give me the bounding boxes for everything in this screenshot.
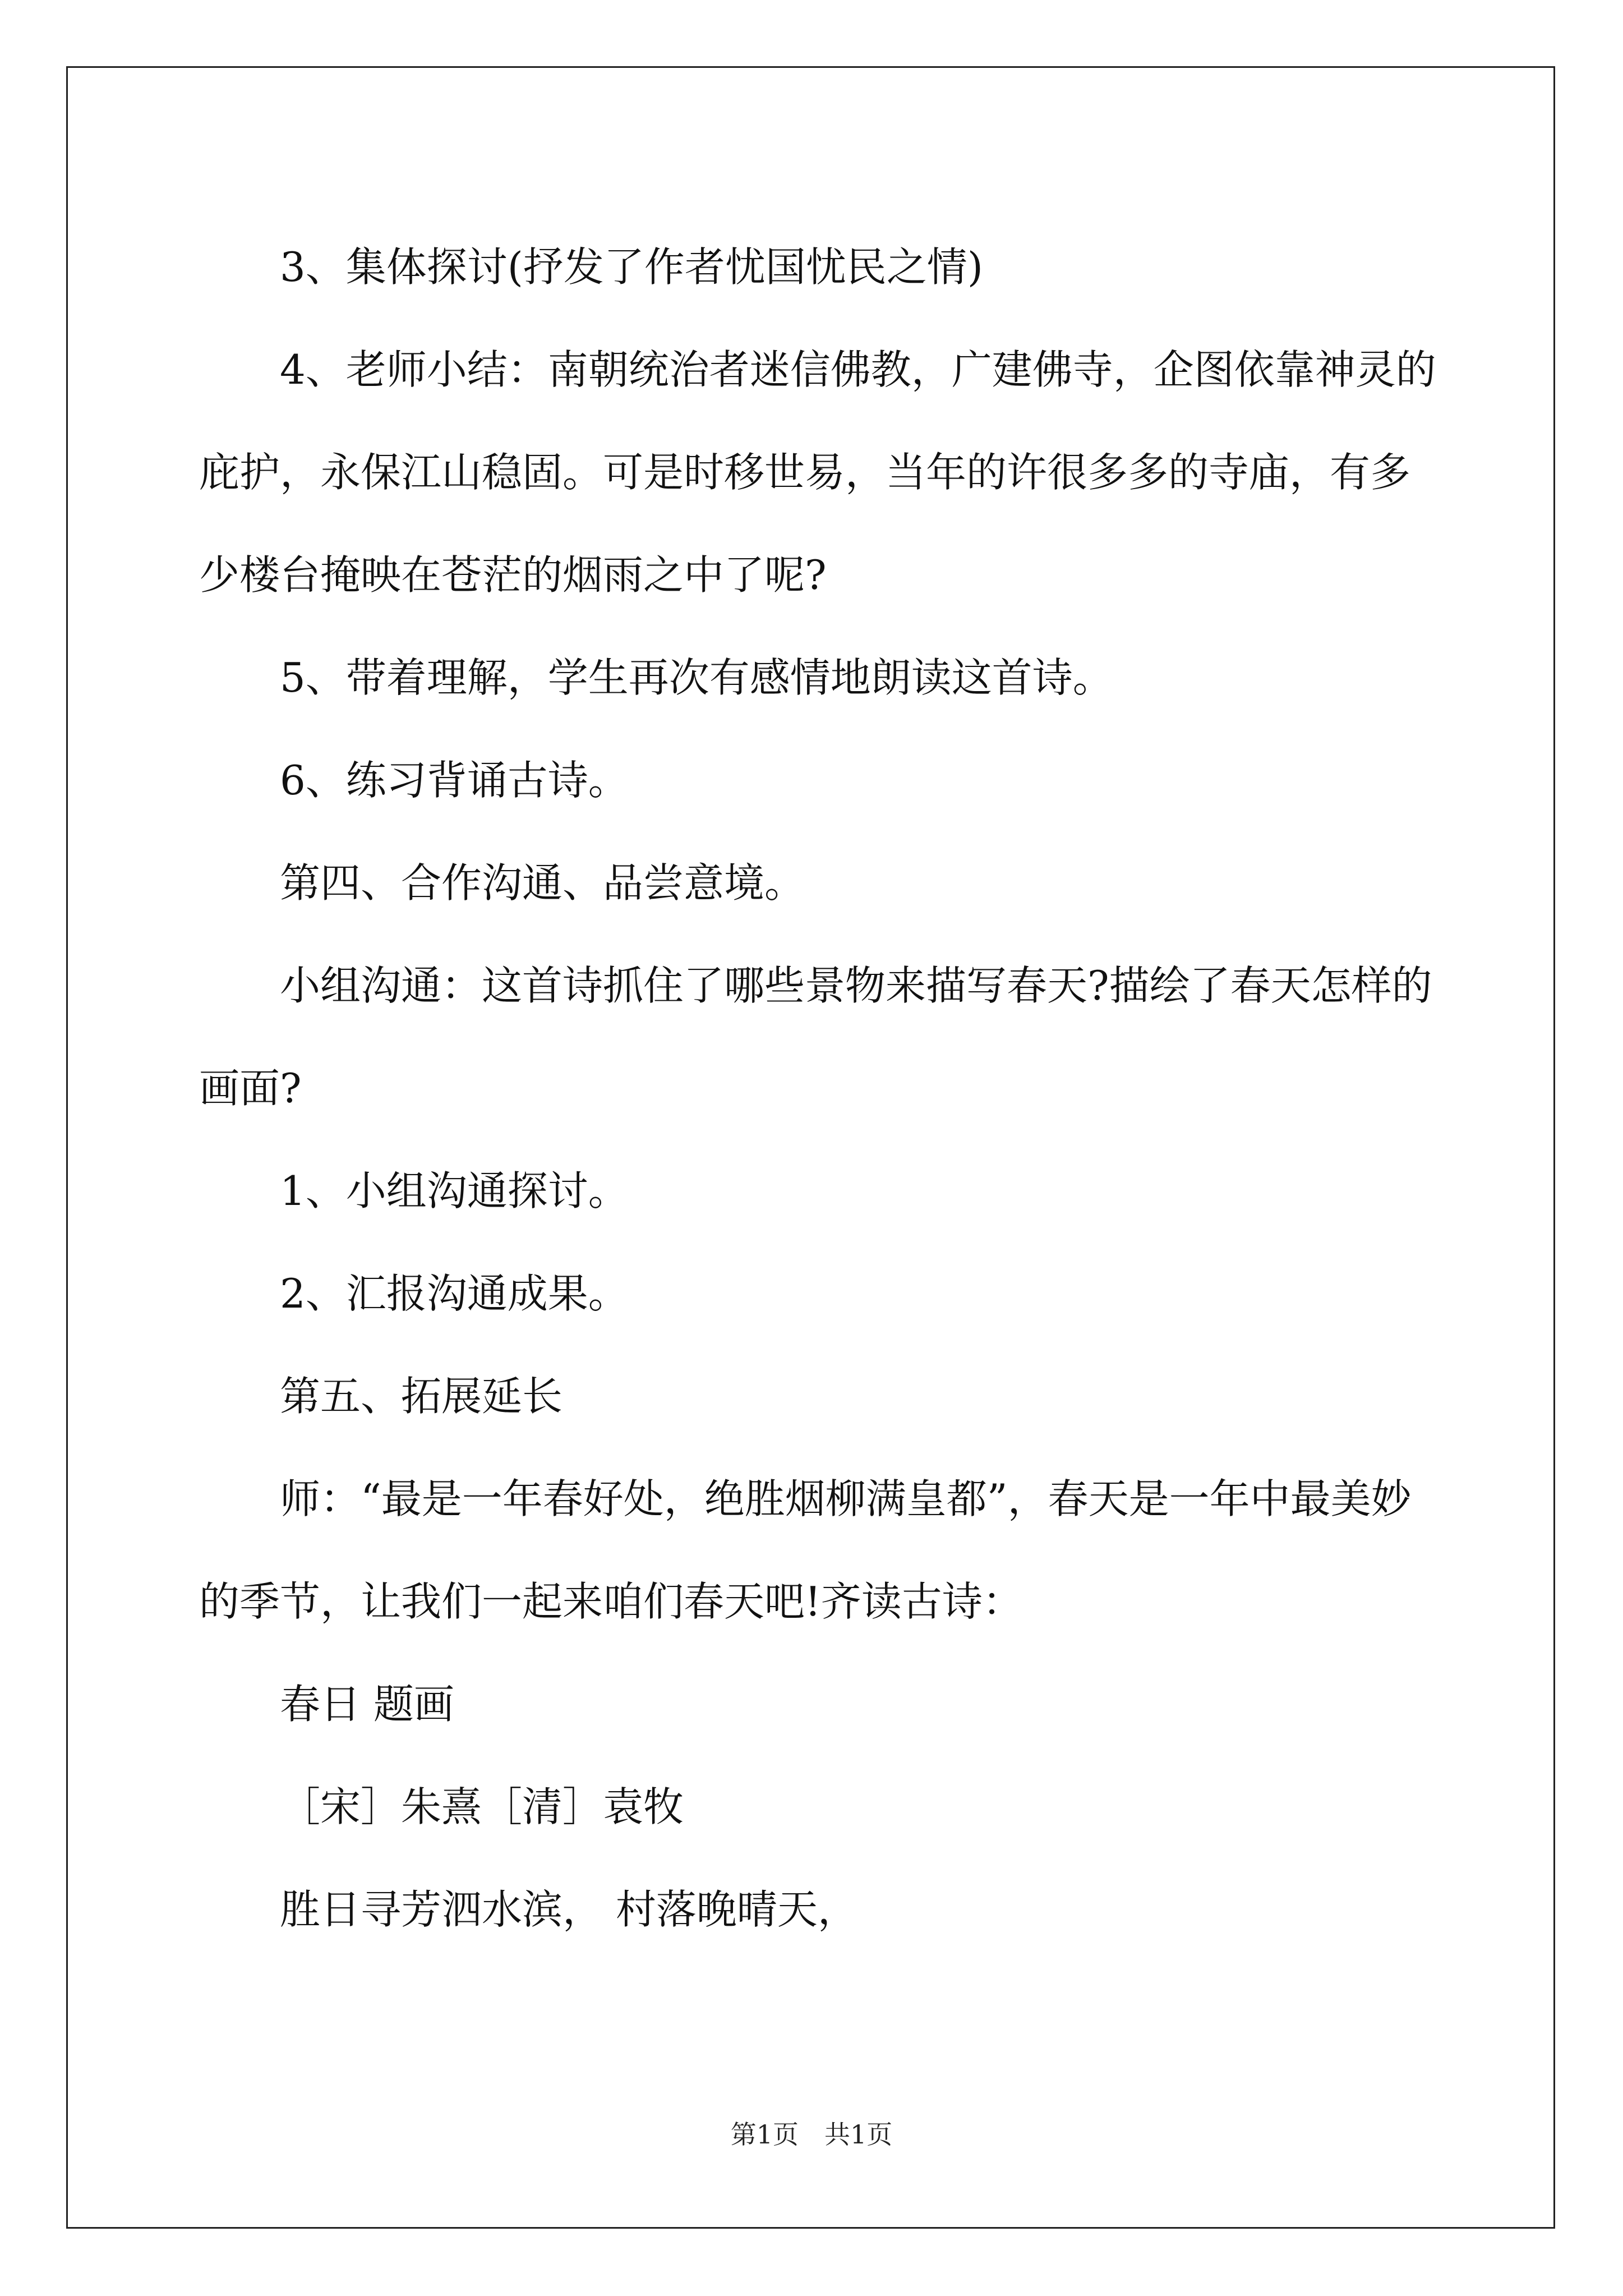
section-heading-4: 第四、合作沟通、品尝意境。	[280, 859, 805, 907]
poem-line-1: 胜日寻芳泗水滨， 村落晚晴天，	[280, 1886, 858, 1933]
document-body	[199, 216, 1438, 1961]
paragraph-3: 5、带着理解，学生再次有感情地朗读这首诗。	[280, 654, 1113, 701]
paragraph-1: 3、集体探讨(抒发了作者忧国忧民之情)	[280, 243, 983, 291]
paragraph-6: 小组沟通：这首诗抓住了哪些景物来描写春天?描绘了春天怎样的画面?	[199, 962, 1432, 1112]
page-footer: 第1页 共1页	[730, 2119, 893, 2150]
paragraph-2: 4、老师小结：南朝统治者迷信佛教，广建佛寺，企图依靠神灵的庇护，永保江山稳固。可是时移世易，当年的许很多多的寺庙，有多少楼台掩映在苍茫的烟雨之中了呢?	[199, 346, 1436, 599]
paragraph-8: 2、汇报沟通成果。	[280, 1270, 629, 1317]
poem-title: 春日 题画	[280, 1681, 454, 1728]
paragraph-7: 1、小组沟通探讨。	[280, 1167, 629, 1214]
paragraph-10: 师：“最是一年春好处，绝胜烟柳满皇都”，春天是一年中最美妙的季节，让我们一起来咱们春天吧!齐读古诗：	[199, 1475, 1412, 1625]
section-heading-5: 第五、拓展延长	[280, 1373, 563, 1420]
poem-authors: ［宋］朱熹［清］袁牧	[280, 1783, 684, 1830]
paragraph-4: 6、练习背诵古诗。	[280, 757, 629, 804]
